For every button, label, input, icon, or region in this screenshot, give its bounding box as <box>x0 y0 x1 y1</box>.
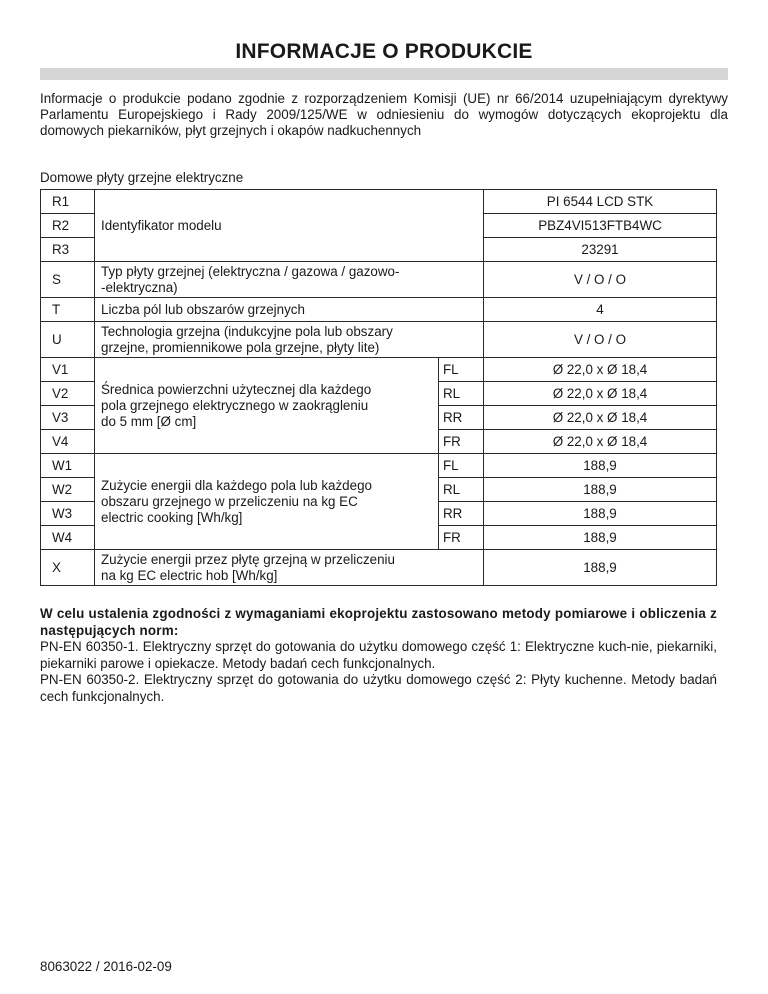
section-label: Domowe płyty grzejne elektryczne <box>40 170 244 185</box>
row-value: Ø 22,0 x Ø 18,4 <box>484 358 717 382</box>
row-value: V / O / O <box>484 322 717 358</box>
zone-position: FL <box>439 454 484 478</box>
row-label: Technologia grzejna (indukcyjne pola lub obszary grzejne, promiennikowe pola grzejne, płyty lite) <box>95 322 484 358</box>
row-label: Średnica powierzchni użytecznej dla każdego pola grzejnego elektrycznego w zaokrągleniu do 5 mm [Ø cm] <box>95 358 439 454</box>
norm-item: PN-EN 60350-1. Elektryczny sprzęt do gotowania do użytku domowego część 1: Elektryczne kuch-nie, piekarniki, piekarniki parowe i opiekacze. Metody badań cech funkcjonalnych. <box>40 639 717 671</box>
row-value: 188,9 <box>484 454 717 478</box>
row-code: R2 <box>41 214 95 238</box>
table-row <box>41 262 717 298</box>
row-code: X <box>41 550 95 586</box>
row-value: 188,9 <box>484 550 717 586</box>
row-code: V2 <box>41 382 95 406</box>
row-code: R1 <box>41 190 95 214</box>
row-code: W4 <box>41 526 95 550</box>
row-code: V4 <box>41 430 95 454</box>
product-info-table <box>40 189 717 586</box>
row-label: Zużycie energii przez płytę grzejną w przeliczeniu na kg EC electric hob [Wh/kg] <box>95 550 484 586</box>
row-value: PI 6544 LCD STK <box>484 190 717 214</box>
row-value: 188,9 <box>484 478 717 502</box>
row-label: Typ płyty grzejnej (elektryczna / gazowa / gazowo- -elektryczna) <box>95 262 484 298</box>
row-value: Ø 22,0 x Ø 18,4 <box>484 430 717 454</box>
row-code: R3 <box>41 238 95 262</box>
table-row <box>41 298 717 322</box>
row-value: 4 <box>484 298 717 322</box>
row-value: PBZ4VI513FTB4WC <box>484 214 717 238</box>
zone-position: RR <box>439 502 484 526</box>
row-value: V / O / O <box>484 262 717 298</box>
row-value: Ø 22,0 x Ø 18,4 <box>484 406 717 430</box>
table-row <box>41 550 717 586</box>
row-value: 188,9 <box>484 502 717 526</box>
row-code: U <box>41 322 95 358</box>
row-code: W2 <box>41 478 95 502</box>
norms-heading: W celu ustalenia zgodności z wymaganiami ekoprojektu zastosowano metody pomiarowe i obliczenia z następujących norm: <box>40 606 717 638</box>
norms-section <box>40 606 717 705</box>
title-underline-bar <box>40 68 728 80</box>
zone-position: FR <box>439 430 484 454</box>
table-row <box>41 190 717 214</box>
row-label: Liczba pól lub obszarów grzejnych <box>95 298 484 322</box>
row-value: Ø 22,0 x Ø 18,4 <box>484 382 717 406</box>
table-row <box>41 322 717 358</box>
row-code: S <box>41 262 95 298</box>
document-footer: 8063022 / 2016-02-09 <box>40 959 172 974</box>
page-title: INFORMACJE O PRODUKCIE <box>235 40 533 63</box>
row-code: V1 <box>41 358 95 382</box>
zone-position: RL <box>439 478 484 502</box>
row-code: V3 <box>41 406 95 430</box>
norm-item: PN-EN 60350-2. Elektryczny sprzęt do gotowania do użytku domowego część 2: Płyty kuchenne. Metody badań cech funkcjonalnych. <box>40 672 717 704</box>
row-value: 23291 <box>484 238 717 262</box>
zone-position: FL <box>439 358 484 382</box>
row-value: 188,9 <box>484 526 717 550</box>
row-code: W1 <box>41 454 95 478</box>
row-code: W3 <box>41 502 95 526</box>
row-code: T <box>41 298 95 322</box>
zone-position: RR <box>439 406 484 430</box>
zone-position: RL <box>439 382 484 406</box>
table-row <box>41 358 717 382</box>
row-label: Zużycie energii dla każdego pola lub każdego obszaru grzejnego w przeliczeniu na kg EC electric cooking [Wh/kg] <box>95 454 439 550</box>
intro-paragraph: Informacje o produkcie podano zgodnie z rozporządzeniem Komisji (UE) nr 66/2014 uzupełniającym dyrektywy Parlamentu Europejskiego i Rady 2009/125/WE w odniesieniu do wymogów dotyczących ekoprojektu dla domowych piekarników, płyt grzejnych i okapów nadkuchennych <box>40 91 728 138</box>
table-row <box>41 454 717 478</box>
zone-position: FR <box>439 526 484 550</box>
row-label: Identyfikator modelu <box>95 190 484 262</box>
